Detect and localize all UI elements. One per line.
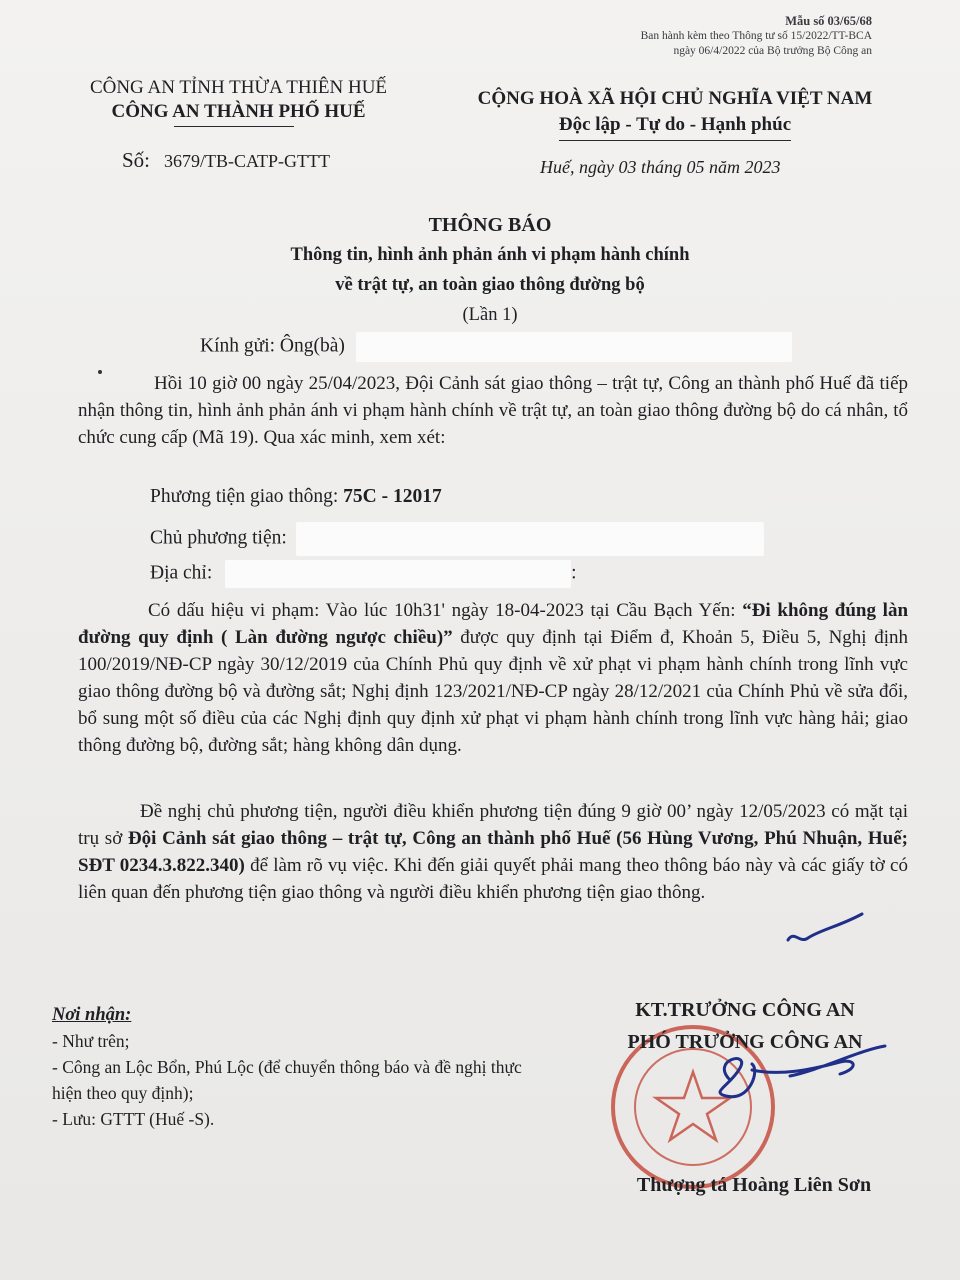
request-place: Đội Cảnh sát giao thông – trật tự, Công an thành phố Huế (56 Hùng Vương, Phú Nhuận, Huế; SĐT 0234.3.822.340) [78,828,908,876]
address-redaction [225,560,571,588]
intro-paragraph: Hồi 10 giờ 00 ngày 25/04/2023, Đội Cảnh sát giao thông – trật tự, Công an thành phố Huế đã tiếp nhận thông tin, hình ảnh phản ánh vi phạm hành chính về trật tự, an toàn giao thông đường bộ do cá nhân, tổ chức cung cấp (Mã 19). Qua xác minh, xem xét: [78,373,908,448]
addressee-label: Kính gửi: Ông(bà) [200,335,345,357]
recipient-item: - Lưu: GTTT (Huế -S). [52,1109,215,1129]
addressee-line [200,332,792,362]
vehicle-label: Phương tiện giao thông: [150,486,339,507]
request-paragraph [78,798,908,906]
violation-rest: được quy định tại Điểm đ, Khoản 5, Điều 5, Nghị định 100/2019/NĐ-CP ngày 30/12/2019 của Chính Phủ quy định về xử phạt vi phạm hành chính trong lĩnh vực giao thông đường bộ và đường sắt; Nghị định 123/2021/NĐ-CP ngày 28/12/2021 của Chính Phủ về sửa đổi, bổ sung một số điều của các Nghị định quy định xử phạt vi phạm hành chính trong lĩnh vực hàng hải; giao thông đường bộ, đường sắt; hàng không dân dụng. [78,627,908,756]
form-ref-line-2: ngày 06/4/2022 của Bộ trưởng Bộ Công an [673,45,872,57]
address-line [150,560,577,588]
violation-paragraph [78,597,908,759]
title-sub-2: về trật tự, an toàn giao thông đường bộ [335,275,645,295]
request-rest: để làm rõ vụ việc. Khi đến giải quyết phải mang theo thông báo này và các giấy tờ có liên quan đến phương tiện giao thông và người điều khiển phương tiện giao thông. [78,855,908,903]
owner-line [150,522,764,556]
addressee-redaction [356,332,792,362]
vehicle-line [150,486,442,508]
document-title [160,210,820,330]
recipient-item: - Như trên; [52,1031,130,1051]
recipients-block [52,1002,532,1132]
form-reference [641,14,872,59]
signature-line-1: KT.TRƯỞNG CÔNG AN [635,999,855,1021]
nation-name: CỘNG HOÀ XÃ HỘI CHỦ NGHĨA VIỆT NAM [477,88,873,109]
handwritten-signature-icon [690,1040,890,1110]
national-header [450,86,900,141]
document-number-value: 3679/TB-CATP-GTTT [164,151,331,171]
recipient-item: - Công an Lộc Bổn, Phú Lộc (để chuyển thông báo và đề nghị thực hiện theo quy định); [52,1057,522,1103]
signer-name: Thượng tá Hoàng Liên Sơn [636,1174,872,1196]
vehicle-plate: 75C - 12017 [343,486,442,507]
document-number-label: Số: [122,148,151,172]
form-ref-line-1: Ban hành kèm theo Thông tư số 15/2022/TT-BCA [640,30,872,42]
org-underline [174,126,294,127]
document-number [122,148,330,173]
violation-lead: Có dấu hiệu vi phạm: Vào lúc 10h31' ngày 18-04-2023 tại Cầu Bạch Yến: [148,600,736,621]
issuing-unit: CÔNG AN THÀNH PHỐ HUẾ [111,101,366,122]
address-trail: : [571,562,577,584]
form-code: Mẫu số 03/65/68 [785,14,872,28]
recipients-heading: Nơi nhận: [52,1005,132,1025]
nation-motto: Độc lập - Tự do - Hạnh phúc [559,112,791,141]
parent-agency: CÔNG AN TỈNH THỪA THIÊN HUẾ [89,77,388,98]
issuing-organization [66,76,411,124]
title-issue: (Lần 1) [462,305,518,325]
pen-stroke-icon [780,900,870,950]
owner-label: Chủ phương tiện: [150,527,287,549]
signature-line-2: PHÓ TRƯỞNG CÔNG AN [627,1031,863,1053]
place-date: Huế, ngày 03 tháng 05 năm 2023 [540,157,781,177]
title-sub-1: Thông tin, hình ảnh phản ánh vi phạm hành chính [290,245,690,265]
violation-quote: “Đi không đúng làn đường quy định ( Làn đường ngược chiều)” [78,600,909,648]
address-label: Địa chỉ: [150,562,213,584]
title-main: THÔNG BÁO [428,214,552,236]
request-lead: Đề nghị chủ phương tiện, người điều khiển phương tiện đúng 9 giờ 00’ ngày 12/05/2023 có mặt tại trụ sở [78,801,908,849]
owner-redaction [296,522,764,556]
